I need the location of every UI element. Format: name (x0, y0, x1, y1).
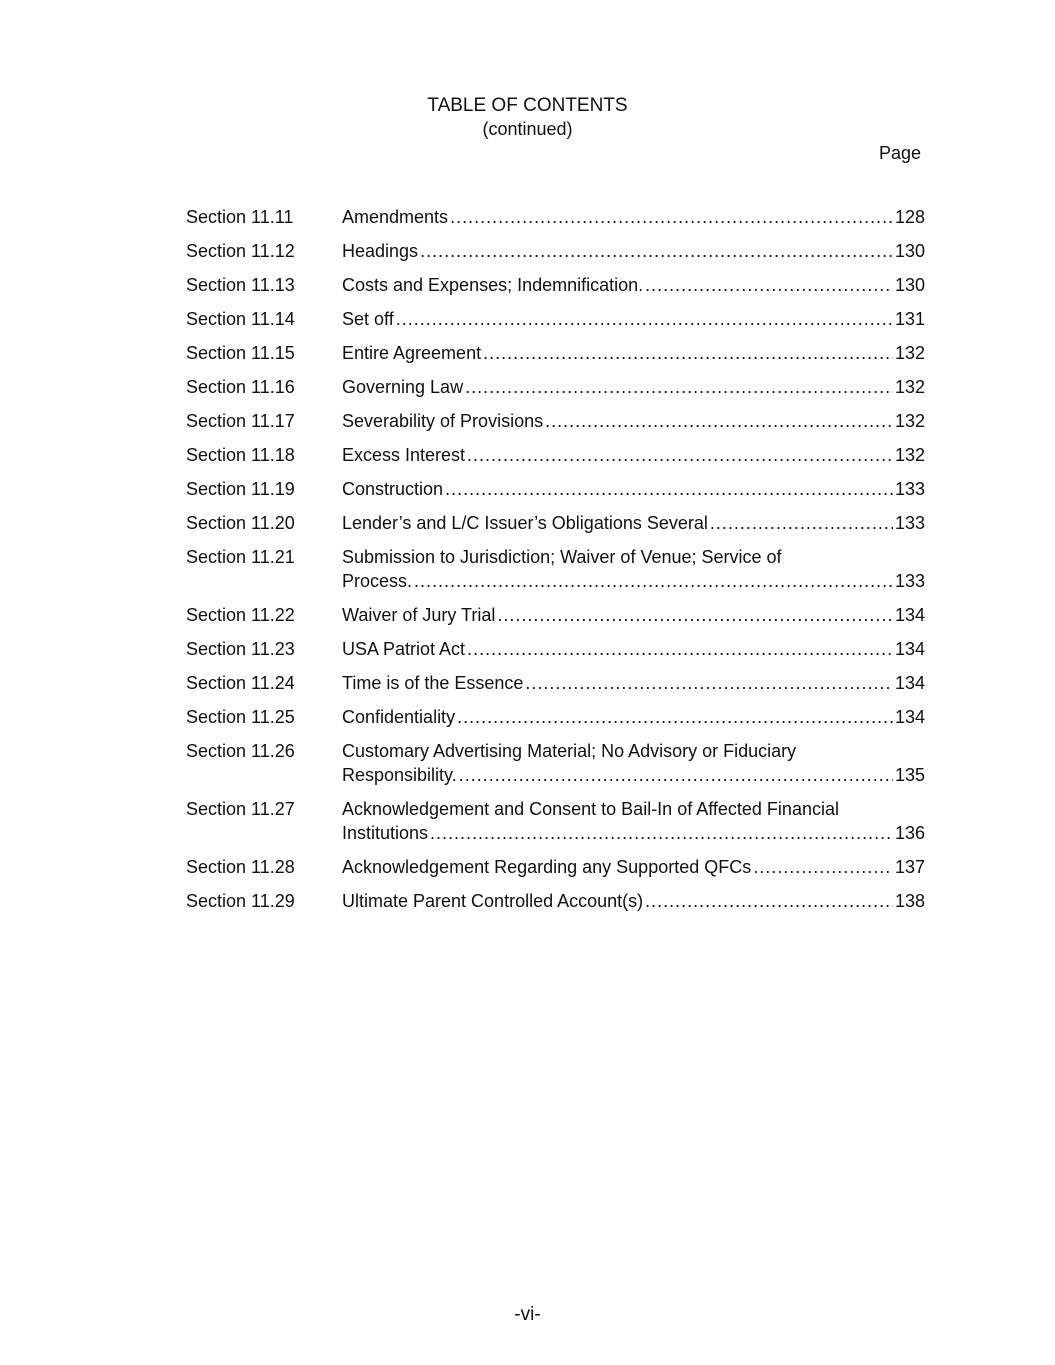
section-title-first-line: Submission to Jurisdiction; Waiver of Venue; Service of (342, 547, 782, 567)
section-number: Section 11.26 (186, 741, 295, 761)
section-number: Section 11.15 (186, 343, 295, 363)
dot-leader (430, 821, 893, 845)
dot-leader (645, 889, 893, 913)
section-number: Section 11.23 (186, 639, 295, 659)
section-title-first-line: Acknowledgement and Consent to Bail-In of Affected Financial (342, 799, 839, 819)
section-title: Headings (342, 241, 419, 261)
toc-entry[interactable] (186, 889, 925, 913)
dot-leader (396, 307, 893, 331)
dot-leader (645, 273, 893, 297)
toc-entry[interactable] (186, 739, 925, 787)
page-ref: 132 (894, 445, 925, 465)
toc-entry[interactable] (186, 307, 925, 331)
toc-entry[interactable] (186, 477, 925, 501)
dot-leader (525, 671, 893, 695)
toc-entry[interactable] (186, 341, 925, 365)
entry-body (342, 545, 925, 593)
toc-subtitle: (continued) (482, 119, 573, 139)
entry-body (342, 477, 925, 501)
toc-entry[interactable] (186, 855, 925, 879)
entry-body (342, 307, 925, 331)
entry-body (342, 637, 925, 661)
section-title: Process. (342, 571, 413, 591)
toc-entry[interactable] (186, 409, 925, 433)
section-title: Set off (342, 309, 394, 329)
page-ref: 134 (894, 707, 925, 727)
page-ref: 137 (894, 857, 925, 877)
section-title: Costs and Expenses; Indemnification. (342, 275, 644, 295)
entry-body (342, 797, 925, 845)
dot-leader (710, 511, 893, 535)
section-number: Section 11.22 (186, 605, 295, 625)
section-title: Time is of the Essence (342, 673, 524, 693)
section-title: Institutions (342, 823, 429, 843)
page-ref: 133 (894, 479, 925, 499)
section-title: Governing Law (342, 377, 464, 397)
entry-body (342, 511, 925, 535)
entry-body (342, 409, 925, 433)
toc-entry[interactable] (186, 637, 925, 661)
section-number: Section 11.21 (186, 547, 295, 567)
section-number: Section 11.14 (186, 309, 295, 329)
toc-entry[interactable] (186, 705, 925, 729)
page-ref: 138 (894, 891, 925, 911)
entry-body (342, 443, 925, 467)
entry-body (342, 603, 925, 627)
section-title: USA Patriot Act (342, 639, 466, 659)
toc-entry[interactable] (186, 511, 925, 535)
dot-leader (445, 477, 893, 501)
toc-entry[interactable] (186, 443, 925, 467)
page-ref: 130 (894, 275, 925, 295)
entry-body (342, 671, 925, 695)
dot-leader (459, 763, 893, 787)
page-ref: 130 (894, 241, 925, 261)
section-title: Lender’s and L/C Issuer’s Obligations Several (342, 513, 708, 533)
entry-body (342, 341, 925, 365)
page-ref: 134 (894, 605, 925, 625)
toc-title: TABLE OF CONTENTS (427, 95, 628, 116)
dot-leader (420, 239, 893, 263)
dot-leader (467, 443, 893, 467)
entry-body (342, 205, 925, 229)
page-ref: 133 (894, 571, 925, 591)
dot-leader (545, 409, 893, 433)
page-ref: 132 (894, 377, 925, 397)
entry-body (342, 375, 925, 399)
section-number: Section 11.20 (186, 513, 295, 533)
entry-body (342, 273, 925, 297)
section-number: Section 11.25 (186, 707, 295, 727)
section-number: Section 11.27 (186, 799, 295, 819)
dot-leader (467, 637, 893, 661)
page-ref: 134 (894, 673, 925, 693)
section-number: Section 11.18 (186, 445, 295, 465)
entry-body (342, 739, 925, 787)
page-ref: 134 (894, 639, 925, 659)
section-number: Section 11.16 (186, 377, 295, 397)
page-ref: 133 (894, 513, 925, 533)
dot-leader (753, 855, 893, 879)
dot-leader (450, 205, 893, 229)
section-title: Waiver of Jury Trial (342, 605, 496, 625)
section-title: Ultimate Parent Controlled Account(s) (342, 891, 644, 911)
toc-entry[interactable] (186, 273, 925, 297)
section-title: Amendments (342, 207, 449, 227)
page-ref: 132 (894, 343, 925, 363)
section-number: Section 11.28 (186, 857, 295, 877)
page-ref: 135 (894, 765, 925, 785)
page-number: -vi- (514, 1304, 541, 1325)
dot-leader (497, 603, 893, 627)
page-ref: 128 (894, 207, 925, 227)
dot-leader (414, 569, 893, 593)
toc-entry[interactable] (186, 375, 925, 399)
section-title: Entire Agreement (342, 343, 482, 363)
page-ref: 131 (894, 309, 925, 329)
entry-body (342, 239, 925, 263)
section-number: Section 11.29 (186, 891, 295, 911)
section-number: Section 11.13 (186, 275, 295, 295)
toc-entry[interactable] (186, 797, 925, 845)
toc-entry[interactable] (186, 671, 925, 695)
entry-body (342, 889, 925, 913)
page-ref: 136 (894, 823, 925, 843)
dot-leader (457, 705, 893, 729)
dot-leader (465, 375, 893, 399)
section-number: Section 11.12 (186, 241, 295, 261)
toc-entry[interactable] (186, 603, 925, 627)
section-title: Acknowledgement Regarding any Supported QFCs (342, 857, 752, 877)
section-number: Section 11.24 (186, 673, 295, 693)
section-title: Severability of Provisions (342, 411, 544, 431)
page-ref: 132 (894, 411, 925, 431)
toc-entry[interactable] (186, 239, 925, 263)
section-title: Excess Interest (342, 445, 466, 465)
toc-entry[interactable] (186, 545, 925, 593)
section-number: Section 11.19 (186, 479, 295, 499)
section-title: Responsibility. (342, 765, 457, 785)
toc-list (186, 205, 925, 923)
section-number: Section 11.17 (186, 411, 295, 431)
dot-leader (483, 341, 893, 365)
toc-entry[interactable] (186, 205, 925, 229)
page-column-label: Page (878, 143, 921, 163)
section-title: Construction (342, 479, 444, 499)
section-number: Section 11.11 (186, 207, 294, 227)
entry-body (342, 855, 925, 879)
entry-body (342, 705, 925, 729)
section-title: Confidentiality (342, 707, 456, 727)
section-title-first-line: Customary Advertising Material; No Advisory or Fiduciary (342, 741, 797, 761)
